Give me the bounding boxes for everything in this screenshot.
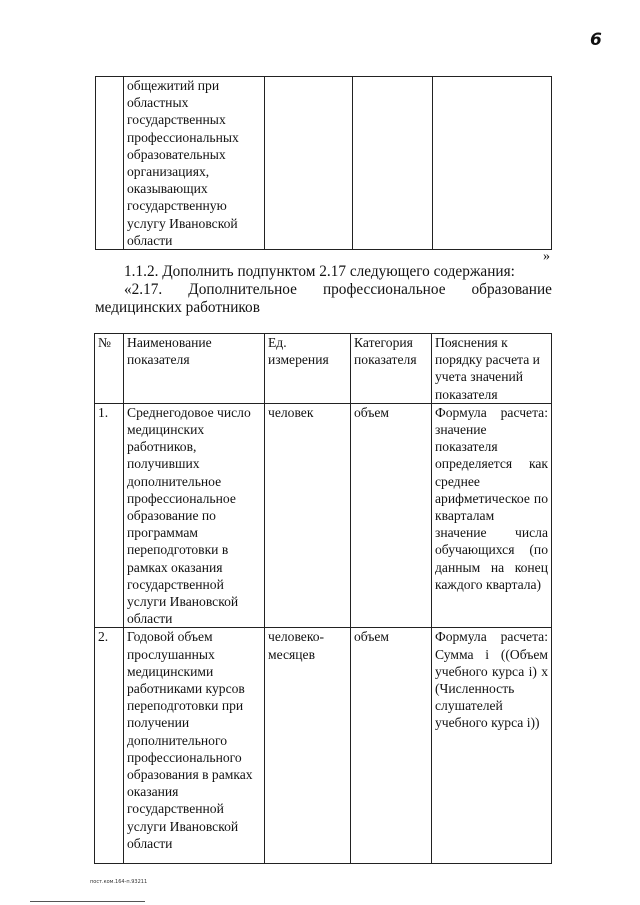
header-unit: Ед. измерения <box>265 334 351 404</box>
cell-note: Формула расчета: Сумма i ((Объем учебного курса i) x (Численность слушателей учебного курса i)) <box>432 628 552 864</box>
header-name: Наименование показателя <box>124 334 265 404</box>
cell-note: Формула расчета: значение показателя определяется как среднее арифметическое по кварталам значение числа обучающихся (по данным на конец каждого квартала) <box>432 403 552 628</box>
header-note: Пояснения к порядку расчета и учета значений показателя <box>432 334 552 404</box>
amendment-intro: 1.1.2. Дополнить подпунктом 2.17 следующего содержания: <box>124 263 515 280</box>
cell-note <box>433 77 552 250</box>
closing-quote: » <box>543 249 550 264</box>
cell-unit: человеко-месяцев <box>265 628 351 864</box>
table-row <box>95 628 552 864</box>
cell-num: 1. <box>95 403 124 628</box>
continued-table <box>95 76 552 250</box>
page-number: 6 <box>590 30 602 50</box>
heading-word: образование <box>471 281 552 298</box>
footer-rule <box>30 901 145 902</box>
cell-category: объем <box>351 403 432 628</box>
table-row <box>96 77 552 250</box>
amendment-heading <box>124 281 552 299</box>
heading-word: профессиональное <box>322 281 446 298</box>
heading-word: «2.17. <box>124 281 163 298</box>
cell-category: объем <box>351 628 432 864</box>
table-row <box>95 403 552 628</box>
amendment-heading-continued: медицинских работников <box>95 299 260 316</box>
cell-num: 2. <box>95 628 124 864</box>
cell-name: общежитий при областных государственных профессиональных образовательных организациях, оказывающих государственную услугу Ивановской области <box>124 77 265 250</box>
cell-num <box>96 77 124 250</box>
cell-unit <box>265 77 353 250</box>
cell-name: Среднегодовое число медицинских работников, получивших дополнительное профессиональное образование по программам переподготовки в рамках оказания государственной услуги Ивановской области <box>124 403 265 628</box>
cell-unit: человек <box>265 403 351 628</box>
header-category: Категория показателя <box>351 334 432 404</box>
cell-category <box>353 77 433 250</box>
indicators-table <box>94 333 552 864</box>
cell-name: Годовой объем прослушанных медицинскими работниками курсов переподготовки при получении дополнительного профессионального образования в рамках оказания государственной услуги Ивановской области <box>124 628 265 864</box>
header-num: № <box>95 334 124 404</box>
table-header-row <box>95 334 552 404</box>
footer-document-code: пост.ком.164-п.93211 <box>90 879 148 885</box>
heading-word: Дополнительное <box>188 281 297 298</box>
